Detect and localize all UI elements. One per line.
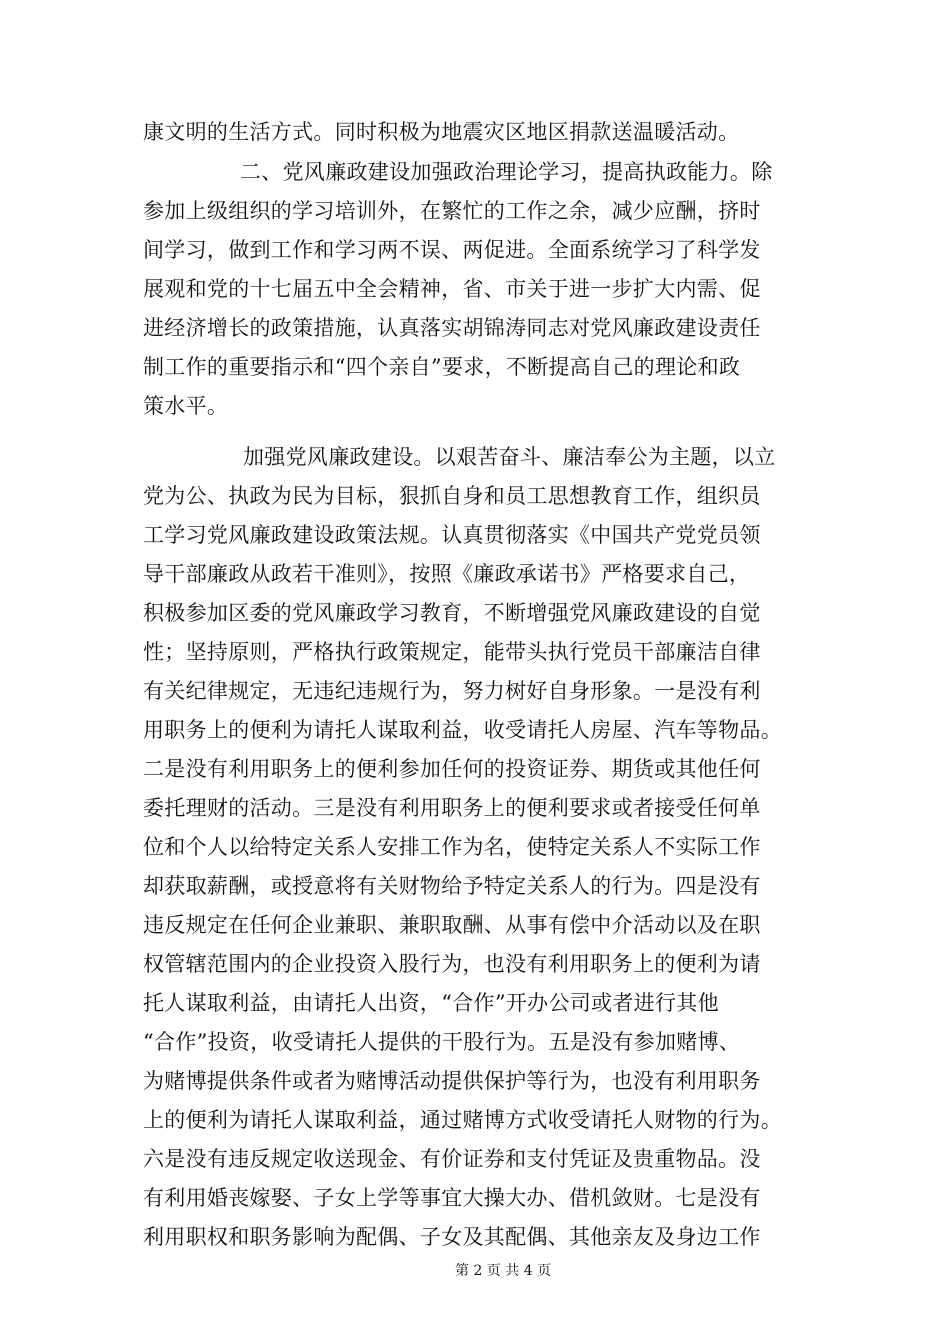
- text-line: 却获取薪酬，或授意将有关财物给予特定关系人的行为。四是没有: [143, 874, 761, 898]
- text-line: 展观和党的十七届五中全会精神，省、市关于进一步扩大内需、促: [143, 277, 761, 301]
- text-line: 六是没有违反规定收送现金、有价证券和支付凭证及贵重物品。没: [143, 1147, 761, 1171]
- text-line: 有利用婚丧嫁娶、子女上学等事宜大操大办、借机敛财。七是没有: [143, 1186, 761, 1210]
- text-line: 委托理财的活动。三是没有利用职务上的便利要求或者接受任何单: [143, 796, 761, 820]
- text-line: 托人谋取利益，由请托人出资，“合作”开办公司或者进行其他: [143, 991, 719, 1015]
- text-line: 二是没有利用职务上的便利参加任何的投资证券、期货或其他任何: [143, 757, 761, 781]
- text-line: 利用职权和职务影响为配偶、子女及其配偶、其他亲友及身边工作: [143, 1225, 761, 1249]
- text-line: 为赌博提供条件或者为赌博活动提供保护等行为，也没有利用职务: [143, 1069, 761, 1093]
- text-line: 党为公、执政为民为目标，狠抓自身和员工思想教育工作，组织员: [143, 484, 761, 508]
- text-line: 制工作的重要指示和“四个亲自”要求，不断提高自己的理论和政: [143, 355, 741, 379]
- text-line: 间学习，做到工作和学习两不误、两促进。全面系统学习了科学发: [143, 238, 761, 262]
- text-line: 性；坚持原则，严格执行政策规定，能带头执行党员干部廉洁自律: [143, 640, 761, 664]
- text-line: 位和个人以给特定关系人安排工作为名，使特定关系人不实际工作: [143, 835, 761, 859]
- text-line: 违反规定在任何企业兼职、兼职取酬、从事有偿中介活动以及在职: [143, 913, 761, 937]
- text-line: “合作”投资，收受请托人提供的干股行为。五是没有参加赌博、: [143, 1030, 741, 1054]
- text-line: 用职务上的便利为请托人谋取利益，收受请托人房屋、汽车等物品。: [143, 718, 782, 742]
- text-line: 进经济增长的政策措施，认真落实胡锦涛同志对党风廉政建设责任: [143, 316, 761, 340]
- text-line: 策水平。: [143, 394, 229, 418]
- text-line: 有关纪律规定，无违纪违规行为，努力树好自身形象。一是没有利: [143, 679, 761, 703]
- text-line: 导干部廉政从政若干准则》，按照《廉政承诺书》严格要求自己，: [143, 562, 751, 586]
- text-line: 上的便利为请托人谋取利益，通过赌博方式收受请托人财物的行为。: [143, 1108, 782, 1132]
- text-line: 康文明的生活方式。同时积极为地震灾区地区捐款送温暖活动。: [143, 120, 740, 144]
- text-line: 工学习党风廉政建设政策法规。认真贯彻落实《中国共产党党员领: [143, 523, 761, 547]
- page-number-footer: 第 2 页 共 4 页: [455, 1263, 552, 1279]
- text-line: 积极参加区委的党风廉政学习教育，不断增强党风廉政建设的自觉: [143, 601, 761, 625]
- text-line: 参加上级组织的学习培训外，在繁忙的工作之余，减少应酬，挤时: [143, 199, 761, 223]
- section-heading-line: 二、党风廉政建设加强政治理论学习，提高执政能力。除: [240, 160, 773, 184]
- paragraph-start-line: 加强党风廉政建设。以艰苦奋斗、廉洁奉公为主题，以立: [243, 445, 776, 469]
- text-line: 权管辖范围内的企业投资入股行为，也没有利用职务上的便利为请: [143, 952, 761, 976]
